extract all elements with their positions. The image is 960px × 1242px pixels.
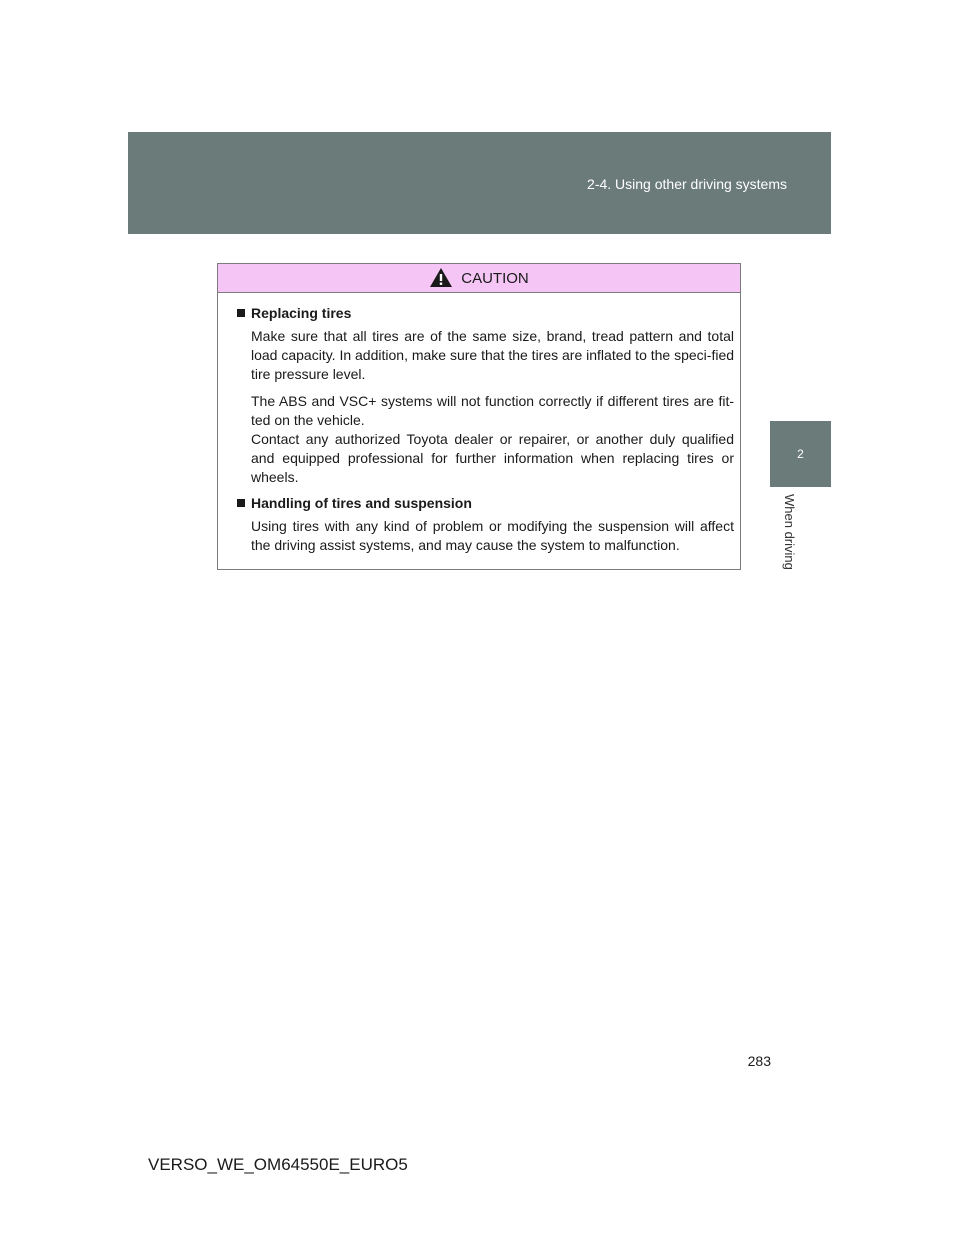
caution-header (218, 264, 740, 293)
square-bullet-icon (237, 309, 245, 317)
page-number: 283 (747, 1053, 771, 1069)
item-heading-replacing-tires (237, 305, 734, 321)
paragraph: Using tires with any kind of problem or modifying the suspension will affect the driving assist systems, and may cause the system to malfunction. (251, 518, 734, 553)
chapter-label: When driving (782, 494, 797, 570)
item-heading-handling-tires (237, 495, 734, 511)
item-heading-text: Replacing tires (251, 305, 352, 321)
paragraph: Contact any authorized Toyota dealer or repairer, or another duly qualified and equipped professional for further information when replacing tires or wheels. (251, 431, 734, 485)
section-title: 2-4. Using other driving systems (587, 176, 787, 192)
caution-body (218, 293, 740, 555)
paragraph: The ABS and VSC+ systems will not function correctly if different tires are fit-ted on the vehicle. (251, 393, 734, 428)
paragraph: Make sure that all tires are of the same size, brand, tread pattern and total load capacity. In addition, make sure that the tires are inflated to the speci-fied tire pressure level. (251, 328, 735, 382)
square-bullet-icon (237, 499, 245, 507)
chapter-number: 2 (797, 447, 804, 461)
warning-triangle-icon (429, 267, 453, 288)
caution-box (217, 263, 741, 570)
caution-title: CAUTION (461, 269, 529, 287)
item-heading-text: Handling of tires and suspension (251, 495, 472, 511)
header-band (128, 132, 831, 234)
document-code: VERSO_WE_OM64550E_EURO5 (148, 1155, 408, 1174)
chapter-number-tab (770, 421, 831, 487)
